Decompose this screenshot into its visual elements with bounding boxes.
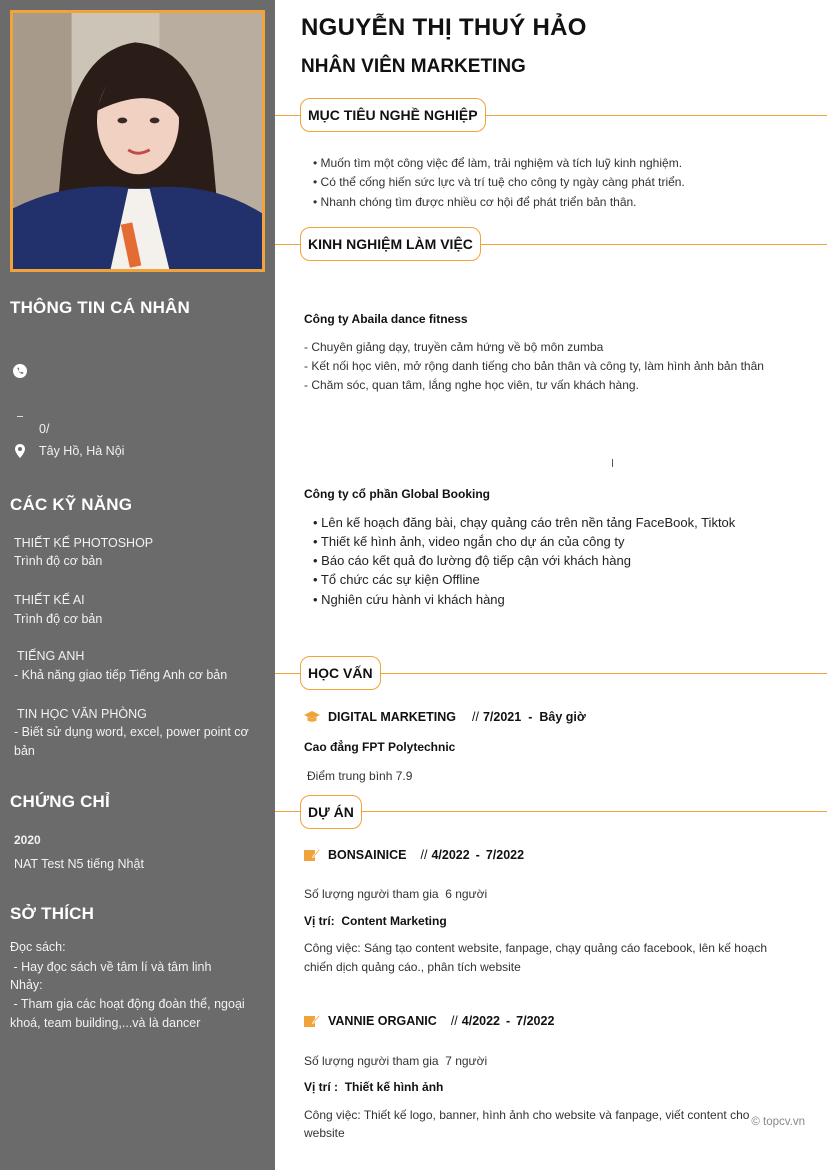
skill-name: TIN HỌC VĂN PHÒNG	[17, 707, 147, 721]
separator: //	[420, 848, 428, 862]
job-duty: • Nghiên cứu hành vi khách hàng	[313, 592, 505, 607]
project-work: Công việc: Sáng tạo content website, fanpage, chạy quảng cáo facebook, lên kế hoạch	[304, 941, 767, 955]
date-dash: -	[528, 710, 533, 724]
project-members: Số lượng người tham gia 7 người	[304, 1054, 488, 1068]
hobbies-heading: SỞ THÍCH	[10, 904, 95, 923]
job-title: NHÂN VIÊN MARKETING	[301, 56, 526, 77]
project-to: 7/2022	[516, 1014, 555, 1028]
job-duty: - Chăm sóc, quan tâm, lắng nghe học viên, tư vấn khách hàng.	[304, 378, 639, 392]
education-row	[304, 710, 586, 724]
address-value: Tây Hồ, Hà Nội	[39, 444, 125, 458]
calendar-icon	[13, 413, 27, 427]
skills-heading: CÁC KỸ NĂNG	[10, 495, 133, 514]
topcv-watermark: © topcv.vn	[751, 1116, 805, 1128]
job-duty: - Chuyên giảng dạy, truyền cảm hứng về bộ môn zumba	[304, 340, 604, 354]
project-role-row	[304, 1078, 443, 1097]
project-from: 4/2022	[461, 1014, 500, 1028]
objective-item: • Muốn tìm một công việc để làm, trải nghiệm và tích luỹ kinh nghiệm.	[313, 156, 683, 170]
project-members: Số lượng người tham gia 6 người	[304, 887, 488, 901]
hobby-line: Đọc sách:	[10, 940, 66, 954]
date-dash: -	[475, 848, 480, 862]
company-name: Công ty cổ phần Global Booking	[304, 487, 490, 501]
address-row	[13, 444, 124, 458]
skill-name: THIẾT KẾ PHOTOSHOP	[14, 536, 154, 550]
separator: //	[472, 710, 479, 724]
company-name: Công ty Abaila dance fitness	[304, 312, 468, 326]
hobby-line: Nhảy:	[10, 978, 43, 992]
phone-row	[13, 364, 39, 378]
project-work: website	[304, 1126, 345, 1140]
personal-info-heading: THÔNG TIN CÁ NHÂN	[10, 298, 190, 317]
experience-heading: KINH NGHIỆM LÀM VIỆC	[300, 227, 481, 261]
skill-name: TIẾNG ANH	[17, 649, 85, 663]
project-role-label: Vị trí:	[304, 914, 335, 928]
certificates-heading: CHỨNG CHỈ	[10, 792, 110, 811]
objective-item: • Có thể cống hiến sức lực và trí tuệ cho công ty ngày càng phát triển.	[313, 175, 685, 189]
edit-note-icon	[304, 1014, 320, 1028]
certificate-year: 2020	[14, 833, 41, 847]
project-name: VANNIE ORGANIC	[328, 1014, 437, 1028]
project-role: Thiết kế hình ảnh	[344, 1080, 444, 1094]
main-content	[275, 0, 827, 1170]
education-heading: HỌC VẤN	[300, 656, 381, 690]
project-work: Công việc: Thiết kế logo, banner, hình ảnh cho website và fanpage, viết content cho	[304, 1108, 750, 1122]
job-duty: • Báo cáo kết quả đo lường độ tiếp cận với khách hàng	[313, 553, 631, 568]
project-role: Content Marketing	[341, 914, 447, 928]
gpa: Điểm trung bình 7.9	[307, 769, 413, 783]
location-pin-icon	[13, 444, 27, 458]
candidate-name: NGUYỄN THỊ THUÝ HẢO	[301, 14, 587, 41]
birthday-row	[13, 404, 49, 436]
project-to: 7/2022	[485, 848, 525, 862]
education-to: Bây giờ	[539, 710, 586, 724]
school-name: Cao đẳng FPT Polytechnic	[304, 740, 456, 754]
project-role-label: Vị trí :	[304, 1080, 339, 1094]
education-major: DIGITAL MARKETING	[328, 710, 457, 724]
sidebar	[0, 0, 275, 1170]
birthday-value: 0/	[39, 422, 50, 436]
job-duty: • Lên kế hoạch đăng bài, chạy quảng cáo trên nền tảng FaceBook, Tiktok	[313, 515, 736, 530]
project-work: chiến dịch quảng cáo., phân tích website	[304, 960, 521, 974]
skill-level: - Khả năng giao tiếp Tiếng Anh cơ bản	[14, 668, 228, 682]
project-row	[304, 1014, 554, 1028]
objective-item: • Nhanh chóng tìm được nhiều cơ hội để phát triển bản thân.	[313, 195, 637, 209]
skill-level: Trình độ cơ bản	[14, 554, 103, 568]
projects-heading: DỰ ÁN	[300, 795, 362, 829]
project-row	[304, 848, 524, 862]
skill-level: - Biết sử dụng word, excel, power point cơ bản	[14, 725, 249, 758]
separator: //	[450, 1014, 458, 1028]
objective-heading: MỤC TIÊU NGHỀ NGHIỆP	[300, 98, 486, 132]
certificate-name: NAT Test N5 tiếng Nhật	[14, 857, 144, 871]
phone-icon	[13, 364, 27, 378]
hobby-line: - Tham gia các hoạt động đoàn thể, ngoại khoá, team building,...và là dancer	[10, 997, 249, 1030]
stray-mark	[612, 459, 613, 467]
job-duty: - Kết nối học viên, mở rộng danh tiếng cho bản thân và công ty, làm hình ảnh bản thân	[304, 359, 764, 373]
project-name: BONSAINICE	[328, 848, 407, 862]
job-duty: • Tổ chức các sự kiện Offline	[313, 572, 480, 587]
skill-name: THIẾT KẾ AI	[14, 593, 85, 607]
profile-photo	[10, 10, 265, 272]
job-duty: • Thiết kế hình ảnh, video ngắn cho dự án của công ty	[313, 534, 625, 549]
project-role-row	[304, 912, 447, 931]
project-from: 4/2022	[431, 848, 470, 862]
graduation-cap-icon	[304, 710, 320, 724]
date-dash: -	[506, 1014, 511, 1028]
edit-note-icon	[304, 848, 320, 862]
hobby-line: - Hay đọc sách về tâm lí và tâm linh	[10, 960, 212, 974]
skill-level: Trình độ cơ bản	[14, 612, 103, 626]
education-from: 7/2021	[482, 710, 522, 724]
